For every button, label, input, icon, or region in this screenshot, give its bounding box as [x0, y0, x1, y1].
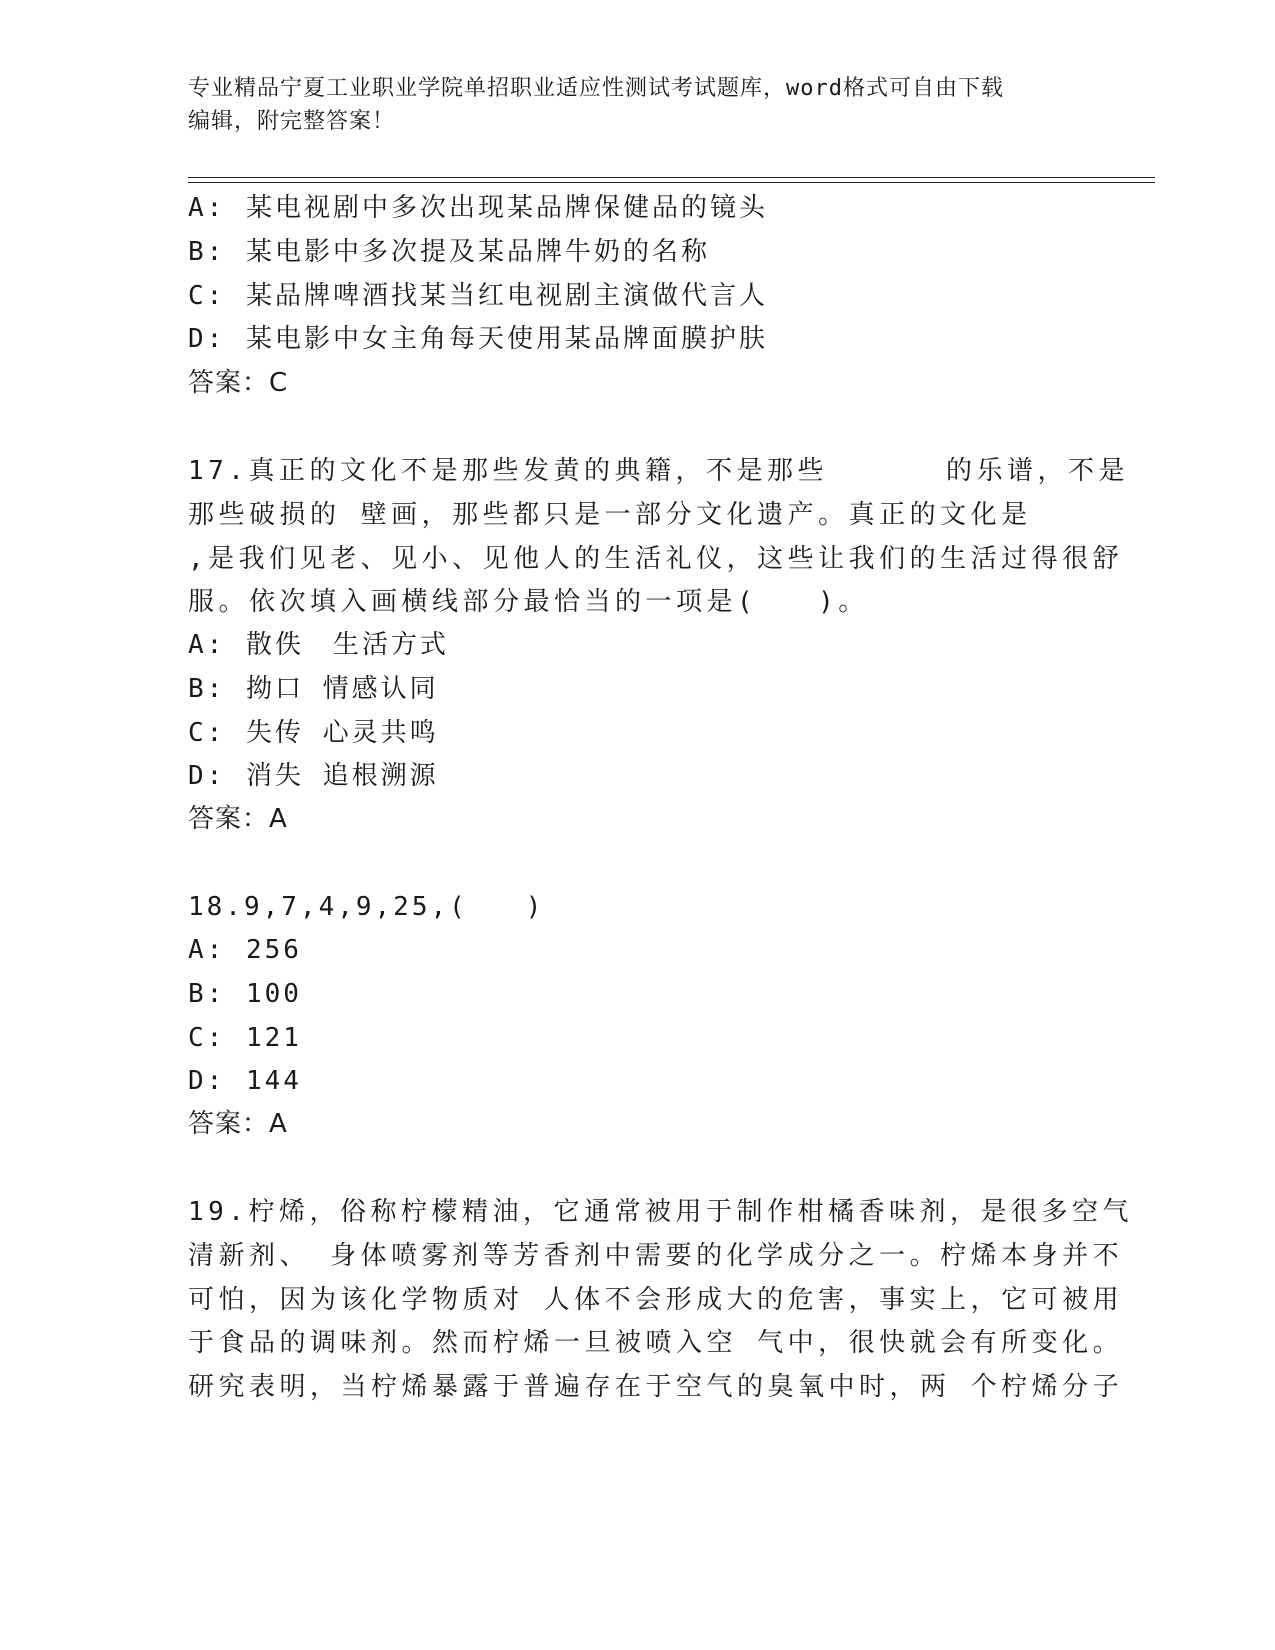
header-line-2: 编辑，附完整答案！ [188, 109, 396, 134]
q19-stem-line-5: 研究表明，当柠烯暴露于普遍存在于空气的臭氧中时，两 个柠烯分子 [188, 1372, 1124, 1402]
option-letter: B: [188, 237, 226, 267]
option-letter: A: [188, 193, 226, 223]
option-letter: C: [188, 281, 226, 311]
option-text: 某电影中女主角每天使用某品牌面膜护肤 [246, 324, 769, 354]
q18-stem: 18.9,7,4,9,25,( ) [188, 892, 545, 922]
q16-option-a [188, 191, 768, 225]
option-text: 失传 心灵共鸣 [246, 718, 439, 748]
q16-option-b [188, 235, 710, 269]
option-text: 256 [246, 935, 302, 965]
option-letter: B: [188, 979, 226, 1009]
q17-option-d [188, 759, 439, 793]
header-divider-bottom [188, 182, 1155, 183]
option-letter: A: [188, 630, 226, 660]
option-letter: D: [188, 1066, 226, 1096]
q16-answer: 答案：C [188, 368, 289, 398]
document-header [188, 72, 1088, 138]
option-letter: C: [188, 1023, 226, 1053]
q17-option-a [188, 628, 449, 662]
q19-stem-line-1: 19.柠烯，俗称柠檬精油，它通常被用于制作柑橘香味剂，是很多空气 [188, 1197, 1133, 1227]
q19-stem-line-2: 清新剂、 身体喷雾剂等芳香剂中需要的化学成分之一。柠烯本身并不 [188, 1241, 1124, 1271]
q17-stem-line-1 [188, 454, 1129, 488]
option-letter: D: [188, 761, 226, 791]
q17-stem-line-4: 服。依次填入画横线部分最恰当的一项是( )。 [188, 587, 869, 617]
option-text: 消失 追根溯源 [246, 761, 439, 791]
q17-option-b [188, 672, 439, 706]
option-text: 散佚 生活方式 [246, 630, 450, 660]
q19-stem-line-4: 于食品的调味剂。然而柠烯一旦被喷入空 气中，很快就会有所变化。 [188, 1328, 1124, 1358]
q17-stem-line-2: 那些破损的 壁画，那些都只是一部分文化遗产。真正的文化是 [188, 500, 1032, 530]
option-text: 某电视剧中多次出现某品牌保健品的镜头 [246, 193, 769, 223]
option-text: 某品牌啤酒找某当红电视剧主演做代言人 [246, 281, 769, 311]
q17-answer: 答案：A [188, 804, 288, 834]
q16-option-c [188, 279, 768, 313]
option-letter: D: [188, 324, 226, 354]
q18-option-b [188, 977, 302, 1011]
header-line-1: 专业精品宁夏工业职业学院单招职业适应性测试考试题库，word格式可自由下载 [188, 76, 1004, 101]
option-letter: A: [188, 935, 226, 965]
header-divider-top [188, 177, 1155, 178]
option-text: 121 [246, 1023, 302, 1053]
q18-option-a [188, 933, 302, 967]
option-letter: C: [188, 718, 226, 748]
q19-stem-line-3: 可怕，因为该化学物质对 人体不会形成大的危害，事实上，它可被用 [188, 1285, 1124, 1315]
option-text: 某电影中多次提及某品牌牛奶的名称 [246, 237, 711, 267]
q17-stem-line-3: ,是我们见老、见小、见他人的生活礼仪，这些让我们的生活过得很舒 [188, 544, 1124, 574]
q18-answer: 答案：A [188, 1109, 288, 1139]
option-text: 100 [246, 979, 302, 1009]
q17-stem-part-2: 的乐谱，不是 [945, 456, 1129, 486]
q17-option-c [188, 716, 439, 750]
option-text: 拗口 情感认同 [246, 674, 439, 704]
q16-option-d [188, 322, 768, 356]
q17-stem-part-1: 17.真正的文化不是那些发黄的典籍，不是那些 [188, 456, 828, 486]
option-text: 144 [246, 1066, 302, 1096]
option-letter: B: [188, 674, 226, 704]
q18-option-c [188, 1021, 302, 1055]
q18-option-d [188, 1064, 302, 1098]
